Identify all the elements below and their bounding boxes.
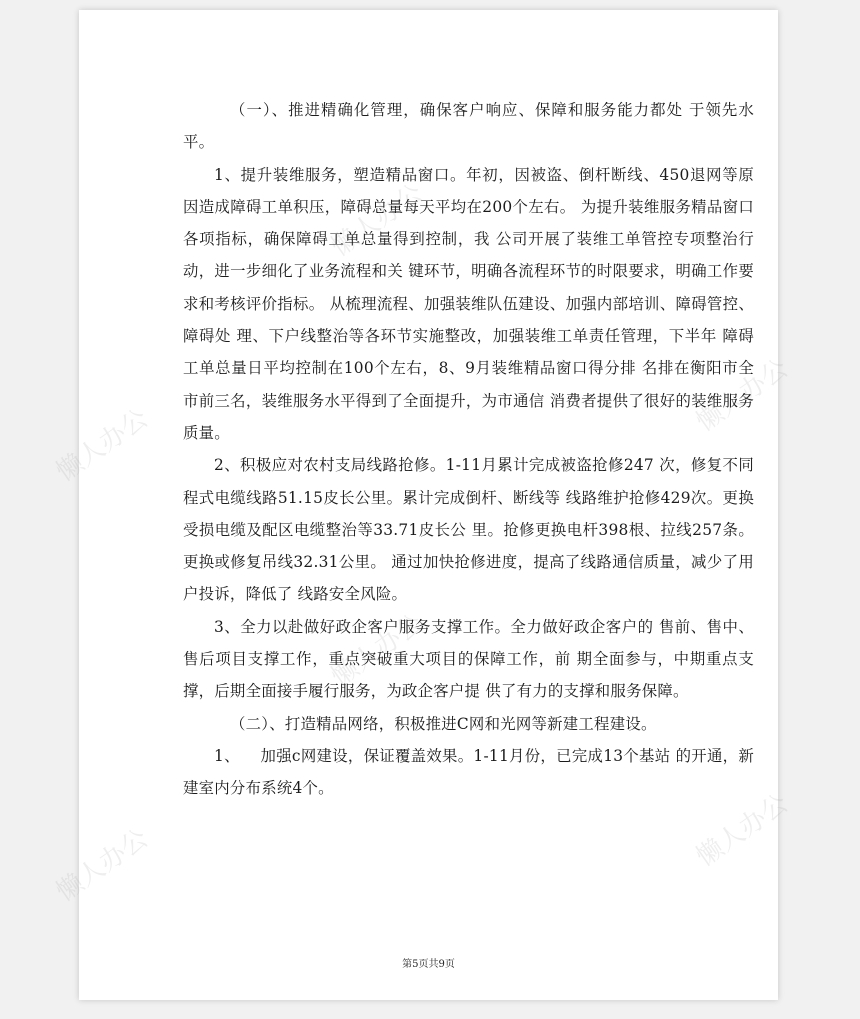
document-page (51, 10, 794, 1000)
paragraph: 2、积极应对农村支局线路抢修。1-11月累计完成被盗抢修247 次，修复不同程式电缆线路51.15皮长公里。累计完成倒杆、断线等 线路维护抢修429次。更换受损电缆及配区电缆整治等33.71皮长公 里。抢修更换电杆398根、拉线257条。更换或修复吊线32.31公里。 通过加快抢修进度，提高了线路通信质量，减少了用户投诉，降低了 线路安全风险。 (183, 456, 754, 604)
watermark: 懒人办公 (51, 823, 154, 908)
watermark: 懒人办公 (326, 608, 429, 693)
watermark: 懒人办公 (691, 788, 794, 873)
paragraph: 1、 加强c网建设，保证覆盖效果。1-11月份，已完成13个基站 的开通，新建室内分布系统4个。 (183, 746, 754, 798)
watermark: 懒人办公 (326, 178, 429, 263)
paragraph: 1、提升装维服务，塑造精品窗口。年初，因被盗、倒杆断线、450退网等原因造成障碍工单积压，障碍总量每天平均在200个左右。 为提升装维服务精品窗口各项指标，确保障碍工单总量得到控制，我 公司开展了装维工单管控专项整治行动，进一步细化了业务流程和关 键环节，明确各流程环节的时限要求，明确工作要求和考核评价指标。 从梳理流程、加强装维队伍建设、加强内部培训、障碍管控、障碍处 理、下户线整治等各环节实施整改，加强装维工单责任管理，下半年 障碍工单总量日平均控制在100个左右，8、9月装维精品窗口得分排 名排在衡阳市全市前三名，装维服务水平得到了全面提升，为市通信 消费者提供了很好的装维服务质量。 (183, 165, 754, 442)
section-heading: （二）、打造精品网络，积极推进C网和光网等新建工程建设。 (230, 714, 657, 733)
watermark: 懒人办公 (51, 403, 154, 488)
section-heading: （一）、推进精确化管理，确保客户响应、保障和服务能力都处 于领先水平。 (183, 101, 754, 152)
paragraph: 3、全力以赴做好政企客户服务支撑工作。全力做好政企客户的 售前、售中、售后项目支撑工作，重点突破重大项目的保障工作，前 期全面参与，中期重点支撑，后期全面接手履行服务，为政企客户提 供了有力的支撑和服务保障。 (183, 617, 754, 701)
page-footer: 第5页共9页 (402, 959, 455, 970)
watermark: 懒人办公 (691, 353, 794, 438)
document-body (183, 94, 754, 805)
